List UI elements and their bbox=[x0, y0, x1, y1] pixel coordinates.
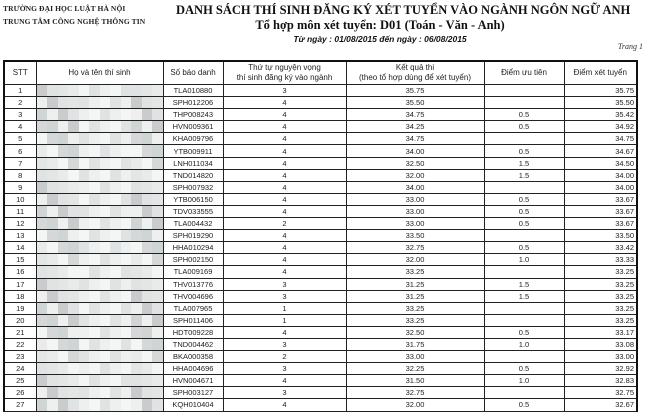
redacted-name-blur bbox=[37, 266, 163, 277]
center-name: TRUNG TÂM CÔNG NGHỆ THÔNG TIN bbox=[3, 17, 146, 26]
cell-dxt: 33.25 bbox=[564, 302, 637, 314]
cell-name bbox=[36, 314, 163, 326]
cell-ut bbox=[484, 230, 564, 242]
cell-nv: 1 bbox=[223, 302, 346, 314]
cell-name bbox=[36, 169, 163, 181]
redacted-name-blur bbox=[37, 158, 163, 169]
cell-nv: 3 bbox=[223, 387, 346, 399]
cell-sbd: YTB009911 bbox=[163, 145, 223, 157]
cell-ut: 0.5 bbox=[484, 121, 564, 133]
cell-name bbox=[36, 97, 163, 109]
table-row bbox=[4, 169, 637, 181]
cell-kq: 31.75 bbox=[346, 338, 484, 350]
cell-dxt: 33.42 bbox=[564, 242, 637, 254]
cell-dxt: 34.00 bbox=[564, 169, 637, 181]
table-row bbox=[4, 218, 637, 230]
cell-name bbox=[36, 109, 163, 121]
redacted-name-blur bbox=[37, 339, 163, 350]
cell-ut bbox=[484, 351, 564, 363]
cell-stt: 20 bbox=[4, 314, 36, 326]
cell-kq: 34.00 bbox=[346, 145, 484, 157]
cell-name bbox=[36, 230, 163, 242]
cell-sbd: SPH012206 bbox=[163, 97, 223, 109]
cell-name bbox=[36, 351, 163, 363]
cell-nv: 3 bbox=[223, 290, 346, 302]
table-row bbox=[4, 85, 637, 97]
cell-stt: 9 bbox=[4, 181, 36, 193]
cell-sbd: KQH010404 bbox=[163, 399, 223, 411]
cell-name bbox=[36, 266, 163, 278]
cell-kq: 35.75 bbox=[346, 85, 484, 97]
cell-dxt: 32.92 bbox=[564, 363, 637, 375]
cell-ut bbox=[484, 314, 564, 326]
cell-dxt: 32.67 bbox=[564, 399, 637, 411]
cell-name bbox=[36, 254, 163, 266]
cell-sbd: THV013776 bbox=[163, 278, 223, 290]
cell-nv: 4 bbox=[223, 230, 346, 242]
cell-stt: 25 bbox=[4, 375, 36, 387]
cell-kq: 32.00 bbox=[346, 169, 484, 181]
cell-kq: 32.25 bbox=[346, 363, 484, 375]
cell-ut: 1.5 bbox=[484, 157, 564, 169]
redacted-name-blur bbox=[37, 230, 163, 241]
cell-sbd: HHA004696 bbox=[163, 363, 223, 375]
cell-stt: 26 bbox=[4, 387, 36, 399]
cell-ut: 0.5 bbox=[484, 363, 564, 375]
cell-name bbox=[36, 290, 163, 302]
cell-dxt: 34.00 bbox=[564, 181, 637, 193]
table-row bbox=[4, 351, 637, 363]
table-row bbox=[4, 230, 637, 242]
cell-stt: 18 bbox=[4, 290, 36, 302]
cell-ut: 1.5 bbox=[484, 278, 564, 290]
cell-nv: 4 bbox=[223, 97, 346, 109]
cell-ut bbox=[484, 133, 564, 145]
cell-stt: 22 bbox=[4, 338, 36, 350]
document-subtitle: Tổ hợp môn xét tuyển: D01 (Toán - Văn - Anh) bbox=[255, 18, 505, 32]
cell-sbd: BKA000358 bbox=[163, 351, 223, 363]
school-name: TRƯỜNG ĐẠI HỌC LUẬT HÀ NỘI bbox=[3, 4, 126, 13]
date-range: Từ ngày : 01/08/2015 đến ngày : 06/08/2015 bbox=[293, 34, 467, 44]
table-row bbox=[4, 242, 637, 254]
cell-nv: 3 bbox=[223, 338, 346, 350]
cell-sbd: THP008243 bbox=[163, 109, 223, 121]
redacted-name-blur bbox=[37, 351, 163, 362]
cell-nv: 4 bbox=[223, 242, 346, 254]
cell-nv: 4 bbox=[223, 121, 346, 133]
cell-name bbox=[36, 278, 163, 290]
cell-sbd: LNH011034 bbox=[163, 157, 223, 169]
cell-kq: 32.50 bbox=[346, 157, 484, 169]
cell-ut bbox=[484, 387, 564, 399]
cell-nv: 4 bbox=[223, 157, 346, 169]
cell-kq: 32.00 bbox=[346, 254, 484, 266]
cell-dxt: 35.75 bbox=[564, 85, 637, 97]
redacted-name-blur bbox=[37, 242, 163, 253]
table-row bbox=[4, 97, 637, 109]
cell-kq: 33.50 bbox=[346, 230, 484, 242]
redacted-name-blur bbox=[37, 399, 163, 410]
cell-ut: 0.5 bbox=[484, 218, 564, 230]
page-number: Trang 1 bbox=[617, 42, 643, 51]
cell-nv: 4 bbox=[223, 169, 346, 181]
cell-nv: 4 bbox=[223, 205, 346, 217]
cell-ut: 0.5 bbox=[484, 242, 564, 254]
cell-kq: 35.50 bbox=[346, 97, 484, 109]
cell-name bbox=[36, 242, 163, 254]
cell-nv: 4 bbox=[223, 181, 346, 193]
table-row bbox=[4, 133, 637, 145]
table-header-row bbox=[4, 61, 637, 85]
header-kq-line1: Kết quả thi bbox=[395, 63, 435, 72]
redacted-name-blur bbox=[37, 97, 163, 108]
table-row bbox=[4, 109, 637, 121]
table-row bbox=[4, 205, 637, 217]
table-row bbox=[4, 181, 637, 193]
cell-ut: 1.0 bbox=[484, 254, 564, 266]
cell-dxt: 34.92 bbox=[564, 121, 637, 133]
table-row bbox=[4, 121, 637, 133]
redacted-name-blur bbox=[37, 121, 163, 132]
cell-sbd: TND004462 bbox=[163, 338, 223, 350]
header-nv bbox=[223, 61, 346, 85]
table-row bbox=[4, 290, 637, 302]
cell-dxt: 33.25 bbox=[564, 314, 637, 326]
table-row bbox=[4, 254, 637, 266]
cell-ut bbox=[484, 302, 564, 314]
redacted-name-blur bbox=[37, 218, 163, 229]
cell-ut bbox=[484, 266, 564, 278]
cell-name bbox=[36, 205, 163, 217]
header-stt: STT bbox=[4, 61, 36, 85]
cell-stt: 1 bbox=[4, 85, 36, 97]
cell-stt: 17 bbox=[4, 278, 36, 290]
cell-ut: 0.5 bbox=[484, 399, 564, 411]
cell-dxt: 35.50 bbox=[564, 97, 637, 109]
cell-ut: 1.0 bbox=[484, 375, 564, 387]
cell-ut: 1.5 bbox=[484, 169, 564, 181]
cell-stt: 11 bbox=[4, 205, 36, 217]
cell-ut: 1.0 bbox=[484, 338, 564, 350]
cell-sbd: KHA009796 bbox=[163, 133, 223, 145]
cell-sbd: TDV033555 bbox=[163, 205, 223, 217]
cell-sbd: TND014820 bbox=[163, 169, 223, 181]
cell-dxt: 33.25 bbox=[564, 278, 637, 290]
header-kq-line2: (theo tổ hợp dùng để xét tuyển) bbox=[359, 73, 471, 82]
redacted-name-blur bbox=[37, 206, 163, 217]
header-sbd: Số báo danh bbox=[163, 61, 223, 85]
cell-kq: 33.00 bbox=[346, 193, 484, 205]
cell-stt: 15 bbox=[4, 254, 36, 266]
cell-stt: 23 bbox=[4, 351, 36, 363]
cell-dxt: 34.50 bbox=[564, 157, 637, 169]
cell-kq: 33.00 bbox=[346, 205, 484, 217]
cell-dxt: 33.25 bbox=[564, 266, 637, 278]
header-kq bbox=[346, 61, 484, 85]
redacted-name-blur bbox=[37, 291, 163, 302]
redacted-name-blur bbox=[37, 387, 163, 398]
cell-stt: 16 bbox=[4, 266, 36, 278]
redacted-name-blur bbox=[37, 85, 163, 96]
cell-stt: 10 bbox=[4, 193, 36, 205]
header-ut: Điểm ưu tiên bbox=[484, 61, 564, 85]
cell-stt: 19 bbox=[4, 302, 36, 314]
cell-nv: 4 bbox=[223, 145, 346, 157]
cell-ut: 0.5 bbox=[484, 109, 564, 121]
cell-kq: 32.75 bbox=[346, 387, 484, 399]
cell-kq: 34.75 bbox=[346, 133, 484, 145]
redacted-name-blur bbox=[37, 327, 163, 338]
cell-stt: 6 bbox=[4, 145, 36, 157]
cell-kq: 32.75 bbox=[346, 242, 484, 254]
cell-dxt: 34.75 bbox=[564, 133, 637, 145]
table-row bbox=[4, 314, 637, 326]
cell-dxt: 33.67 bbox=[564, 193, 637, 205]
cell-name bbox=[36, 157, 163, 169]
cell-kq: 32.50 bbox=[346, 326, 484, 338]
cell-stt: 21 bbox=[4, 326, 36, 338]
redacted-name-blur bbox=[37, 194, 163, 205]
cell-stt: 12 bbox=[4, 218, 36, 230]
table-row bbox=[4, 375, 637, 387]
cell-sbd: TLA010880 bbox=[163, 85, 223, 97]
cell-sbd: SPH019290 bbox=[163, 230, 223, 242]
cell-name bbox=[36, 363, 163, 375]
cell-nv: 4 bbox=[223, 193, 346, 205]
cell-nv: 3 bbox=[223, 85, 346, 97]
cell-dxt: 33.67 bbox=[564, 218, 637, 230]
table-row bbox=[4, 326, 637, 338]
cell-sbd: SPH011406 bbox=[163, 314, 223, 326]
redacted-name-blur bbox=[37, 145, 163, 156]
cell-ut: 0.5 bbox=[484, 205, 564, 217]
cell-ut bbox=[484, 85, 564, 97]
table-row bbox=[4, 278, 637, 290]
cell-name bbox=[36, 181, 163, 193]
cell-sbd: SPH002150 bbox=[163, 254, 223, 266]
table-row bbox=[4, 399, 637, 411]
cell-name bbox=[36, 326, 163, 338]
cell-stt: 27 bbox=[4, 399, 36, 411]
cell-name bbox=[36, 85, 163, 97]
header-name: Họ và tên thí sinh bbox=[36, 61, 163, 85]
table-row bbox=[4, 145, 637, 157]
cell-name bbox=[36, 145, 163, 157]
cell-sbd: SPH007932 bbox=[163, 181, 223, 193]
cell-sbd: TLA007965 bbox=[163, 302, 223, 314]
cell-dxt: 34.67 bbox=[564, 145, 637, 157]
cell-nv: 4 bbox=[223, 399, 346, 411]
redacted-name-blur bbox=[37, 170, 163, 181]
cell-name bbox=[36, 302, 163, 314]
cell-ut bbox=[484, 181, 564, 193]
cell-sbd: HVN009361 bbox=[163, 121, 223, 133]
cell-name bbox=[36, 387, 163, 399]
cell-stt: 13 bbox=[4, 230, 36, 242]
cell-stt: 5 bbox=[4, 133, 36, 145]
cell-stt: 7 bbox=[4, 157, 36, 169]
redacted-name-blur bbox=[37, 182, 163, 193]
redacted-name-blur bbox=[37, 303, 163, 314]
redacted-name-blur bbox=[37, 133, 163, 144]
cell-stt: 2 bbox=[4, 97, 36, 109]
cell-name bbox=[36, 338, 163, 350]
cell-name bbox=[36, 375, 163, 387]
cell-dxt: 32.83 bbox=[564, 375, 637, 387]
redacted-name-blur bbox=[37, 375, 163, 386]
document-title: DANH SÁCH THÍ SINH ĐĂNG KÝ XÉT TUYỂN VÀO NGÀNH NGÔN NGỮ ANH bbox=[176, 3, 631, 17]
cell-sbd: HHA010294 bbox=[163, 242, 223, 254]
cell-dxt: 33.50 bbox=[564, 230, 637, 242]
redacted-name-blur bbox=[37, 363, 163, 374]
table-row bbox=[4, 338, 637, 350]
cell-nv: 4 bbox=[223, 254, 346, 266]
cell-dxt: 33.17 bbox=[564, 326, 637, 338]
table-row bbox=[4, 387, 637, 399]
table-row bbox=[4, 157, 637, 169]
table-row bbox=[4, 266, 637, 278]
cell-ut: 0.5 bbox=[484, 326, 564, 338]
cell-name bbox=[36, 121, 163, 133]
cell-name bbox=[36, 218, 163, 230]
header-nv-line1: Thứ tự nguyện vọng bbox=[248, 63, 321, 72]
table-row bbox=[4, 302, 637, 314]
cell-ut: 0.5 bbox=[484, 145, 564, 157]
cell-sbd: THV004696 bbox=[163, 290, 223, 302]
cell-nv: 4 bbox=[223, 326, 346, 338]
cell-name bbox=[36, 133, 163, 145]
cell-nv: 4 bbox=[223, 266, 346, 278]
cell-nv: 4 bbox=[223, 109, 346, 121]
cell-stt: 4 bbox=[4, 121, 36, 133]
cell-nv: 4 bbox=[223, 133, 346, 145]
cell-kq: 33.25 bbox=[346, 302, 484, 314]
cell-name bbox=[36, 193, 163, 205]
cell-kq: 34.00 bbox=[346, 181, 484, 193]
redacted-name-blur bbox=[37, 109, 163, 120]
redacted-name-blur bbox=[37, 254, 163, 265]
cell-sbd: TLA004432 bbox=[163, 218, 223, 230]
header-nv-line2: thí sinh đăng ký vào ngành bbox=[236, 73, 333, 82]
cell-kq: 31.25 bbox=[346, 290, 484, 302]
cell-stt: 8 bbox=[4, 169, 36, 181]
cell-dxt: 32.75 bbox=[564, 387, 637, 399]
cell-kq: 33.00 bbox=[346, 351, 484, 363]
cell-dxt: 33.33 bbox=[564, 254, 637, 266]
cell-nv: 1 bbox=[223, 314, 346, 326]
cell-name bbox=[36, 399, 163, 411]
cell-sbd: TLA009169 bbox=[163, 266, 223, 278]
cell-dxt: 33.25 bbox=[564, 290, 637, 302]
cell-dxt: 33.00 bbox=[564, 351, 637, 363]
cell-nv: 2 bbox=[223, 218, 346, 230]
cell-stt: 14 bbox=[4, 242, 36, 254]
cell-kq: 33.25 bbox=[346, 266, 484, 278]
cell-kq: 34.25 bbox=[346, 121, 484, 133]
cell-nv: 3 bbox=[223, 363, 346, 375]
cell-dxt: 33.08 bbox=[564, 338, 637, 350]
cell-kq: 34.75 bbox=[346, 109, 484, 121]
cell-sbd: SPH003127 bbox=[163, 387, 223, 399]
cell-kq: 33.00 bbox=[346, 218, 484, 230]
cell-ut: 1.5 bbox=[484, 290, 564, 302]
cell-ut: 0.5 bbox=[484, 193, 564, 205]
table-row bbox=[4, 193, 637, 205]
cell-nv: 4 bbox=[223, 375, 346, 387]
cell-stt: 3 bbox=[4, 109, 36, 121]
cell-nv: 3 bbox=[223, 278, 346, 290]
cell-sbd: YTB006150 bbox=[163, 193, 223, 205]
cell-kq: 31.50 bbox=[346, 375, 484, 387]
redacted-name-blur bbox=[37, 279, 163, 290]
cell-ut bbox=[484, 97, 564, 109]
cell-dxt: 35.42 bbox=[564, 109, 637, 121]
cell-dxt: 33.67 bbox=[564, 205, 637, 217]
cell-kq: 31.25 bbox=[346, 278, 484, 290]
cell-kq: 33.25 bbox=[346, 314, 484, 326]
header-dxt: Điểm xét tuyển bbox=[564, 61, 637, 85]
cell-stt: 24 bbox=[4, 363, 36, 375]
cell-kq: 32.00 bbox=[346, 399, 484, 411]
redacted-name-blur bbox=[37, 315, 163, 326]
candidate-table bbox=[3, 60, 638, 412]
table-row bbox=[4, 363, 637, 375]
cell-sbd: HDT009228 bbox=[163, 326, 223, 338]
cell-nv: 2 bbox=[223, 351, 346, 363]
cell-sbd: HVN004671 bbox=[163, 375, 223, 387]
